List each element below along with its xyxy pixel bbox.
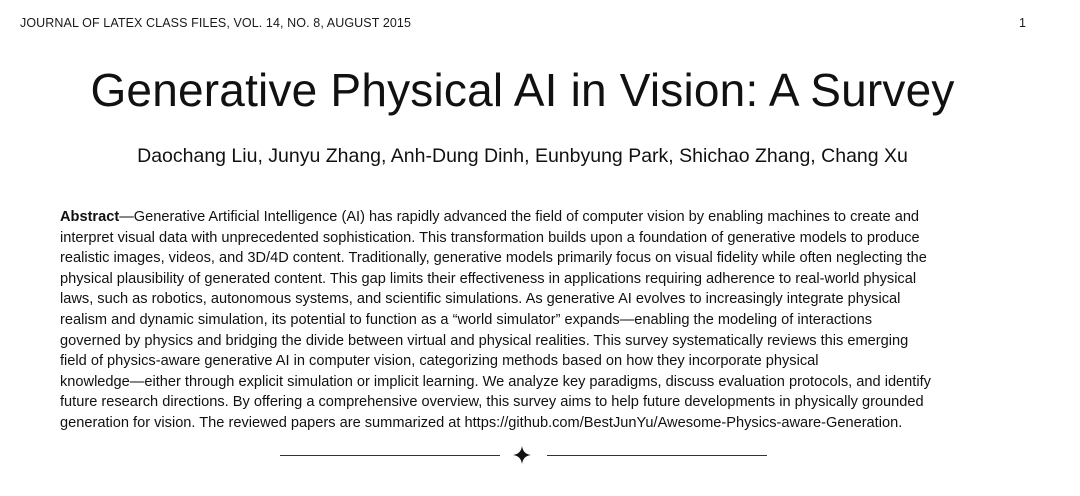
abstract-line: governed by physics and bridging the divide between virtual and physical realities. This survey systematically reviews this emerging [60,332,909,349]
abstract-line [60,207,995,228]
abstract [60,207,995,434]
author-list: Daochang Liu, Junyu Zhang, Anh-Dung Dinh, Eunbyung Park, Shichao Zhang, Chang Xu [137,145,908,167]
abstract-line: physical plausibility of generated content. This gap limits their effectiveness in applications requiring adherence to real-world physical [60,270,917,287]
four-point-star-icon [513,446,531,464]
running-header [20,16,1026,34]
abstract-line: future research directions. By offering a comprehensive overview, this survey aims to help future developments in physically grounded [60,394,924,411]
abstract-line-text: —Generative Artificial Intelligence (AI) has rapidly advanced the field of computer vision by enabling machines to create and [119,209,920,225]
abstract-line: realism and dynamic simulation, its potential to function as a “world simulator” expands—enabling the modeling of interactions [60,311,872,328]
page-number: 1 [1018,16,1026,30]
abstract-line: knowledge—either through explicit simulation or implicit learning. We analyze key paradigms, discuss evaluation protocols, and identify [60,373,931,390]
section-divider [280,445,770,465]
paper-title: Generative Physical AI in Vision: A Survey [90,64,955,116]
abstract-line: field of physics-aware generative AI in computer vision, categorizing methods based on how they incorporate physical [60,353,819,370]
divider-rule-right [547,455,767,456]
abstract-line: generation for vision. The reviewed papers are summarized at https://github.com/BestJunYu/Awesome-Physics-aware-Generation. [60,414,903,431]
journal-header: JOURNAL OF LATEX CLASS FILES, VOL. 14, NO. 8, AUGUST 2015 [20,16,412,30]
divider-rule-left [280,455,500,456]
abstract-line: interpret visual data with unprecedented sophistication. This transformation builds upon a foundation of generative models to produce [60,229,920,246]
abstract-line: realistic images, videos, and 3D/4D content. Traditionally, generative models primarily focus on visual fidelity while often neglecting the [60,250,927,267]
abstract-label: Abstract [60,209,120,225]
abstract-line: laws, such as robotics, autonomous systems, and scientific simulations. As generative AI evolves to increasingly integrate physical [60,291,901,308]
